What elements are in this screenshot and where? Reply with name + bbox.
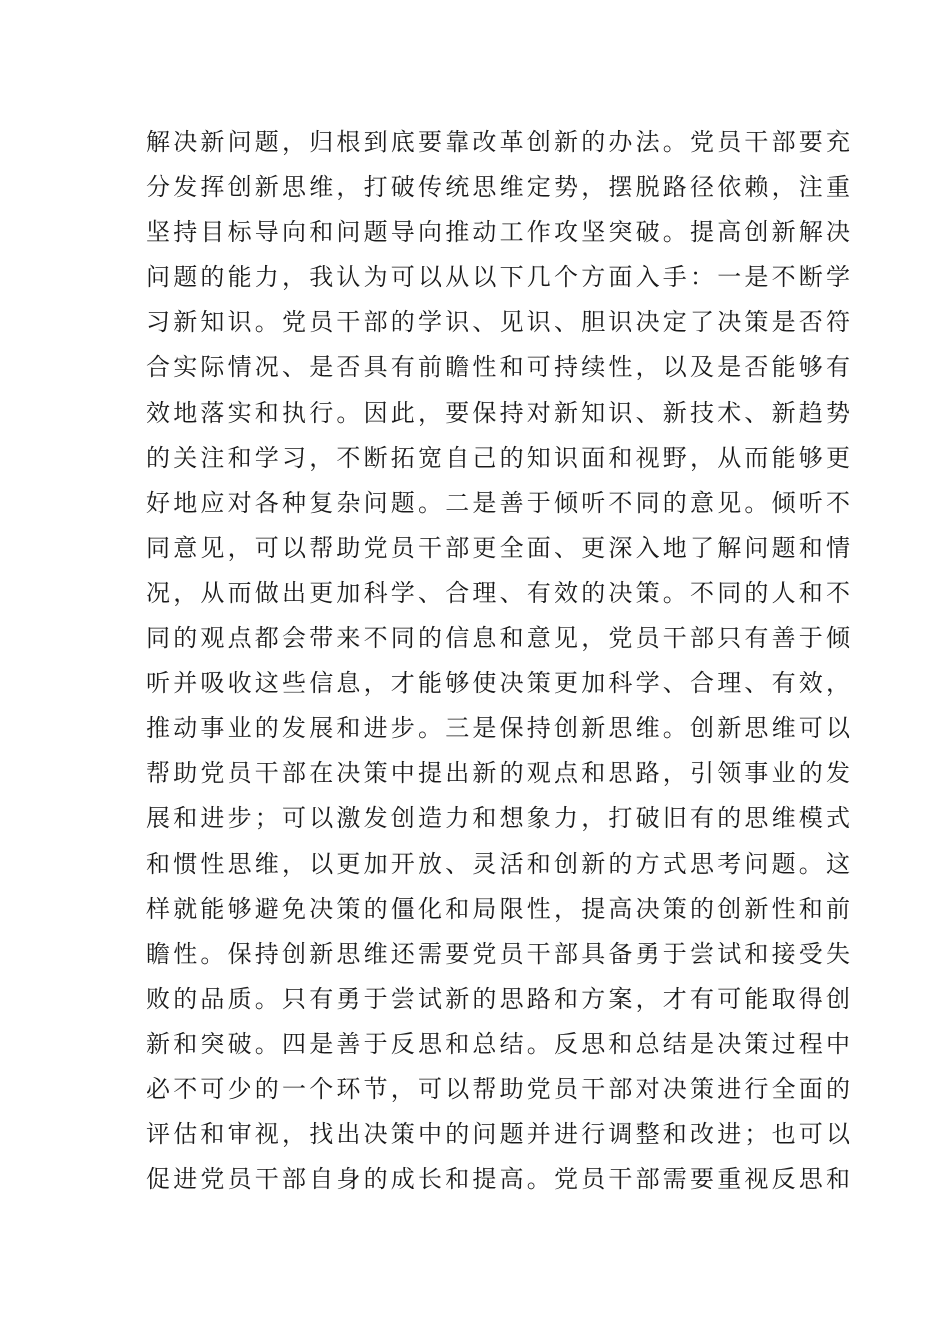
text-line: 解决新问题，归根到底要靠改革创新的办法。党员干部要充 <box>146 128 854 156</box>
text-line: 必不可少的一个环节，可以帮助党员干部对决策进行全面的 <box>146 1074 854 1103</box>
text-line: 听并吸收这些信息，才能够使决策更加科学、合理、有效， <box>146 669 854 698</box>
text-line: 问题的能力，我认为可以从以下几个方面入手：一是不断学 <box>146 263 854 292</box>
text-line: 和惯性思维，以更加开放、灵活和创新的方式思考问题。这 <box>146 849 854 878</box>
text-line: 样就能够避免决策的僵化和局限性，提高决策的创新性和前 <box>146 894 854 923</box>
text-line: 评估和审视，找出决策中的问题并进行调整和改进；也可以 <box>146 1120 854 1149</box>
text-line: 好地应对各种复杂问题。二是善于倾听不同的意见。倾听不 <box>146 488 854 517</box>
text-line: 同的观点都会带来不同的信息和意见，党员干部只有善于倾 <box>146 624 854 653</box>
text-line: 坚持目标导向和问题导向推动工作攻坚突破。提高创新解决 <box>146 218 854 247</box>
text-line: 的关注和学习，不断拓宽自己的知识面和视野，从而能够更 <box>146 443 854 472</box>
text-line: 推动事业的发展和进步。三是保持创新思维。创新思维可以 <box>146 714 854 743</box>
text-line: 败的品质。只有勇于尝试新的思路和方案，才有可能取得创 <box>146 984 854 1013</box>
text-line: 习新知识。党员干部的学识、见识、胆识决定了决策是否符 <box>146 308 854 337</box>
text-line: 促进党员干部自身的成长和提高。党员干部需要重视反思和 <box>146 1165 854 1194</box>
text-line: 瞻性。保持创新思维还需要党员干部具备勇于尝试和接受失 <box>146 939 854 968</box>
text-line: 展和进步；可以激发创造力和想象力，打破旧有的思维模式 <box>146 804 854 833</box>
text-line: 合实际情况、是否具有前瞻性和可持续性，以及是否能够有 <box>146 353 854 382</box>
body-paragraph <box>146 120 854 1202</box>
text-line: 分发挥创新思维，打破传统思维定势，摆脱路径依赖，注重 <box>146 173 854 202</box>
text-line: 同意见，可以帮助党员干部更全面、更深入地了解问题和情 <box>146 533 854 562</box>
text-line: 效地落实和执行。因此，要保持对新知识、新技术、新趋势 <box>146 398 854 427</box>
text-line: 新和突破。四是善于反思和总结。反思和总结是决策过程中 <box>146 1029 854 1058</box>
text-line: 况，从而做出更加科学、合理、有效的决策。不同的人和不 <box>146 578 854 607</box>
text-line: 帮助党员干部在决策中提出新的观点和思路，引领事业的发 <box>146 759 854 788</box>
